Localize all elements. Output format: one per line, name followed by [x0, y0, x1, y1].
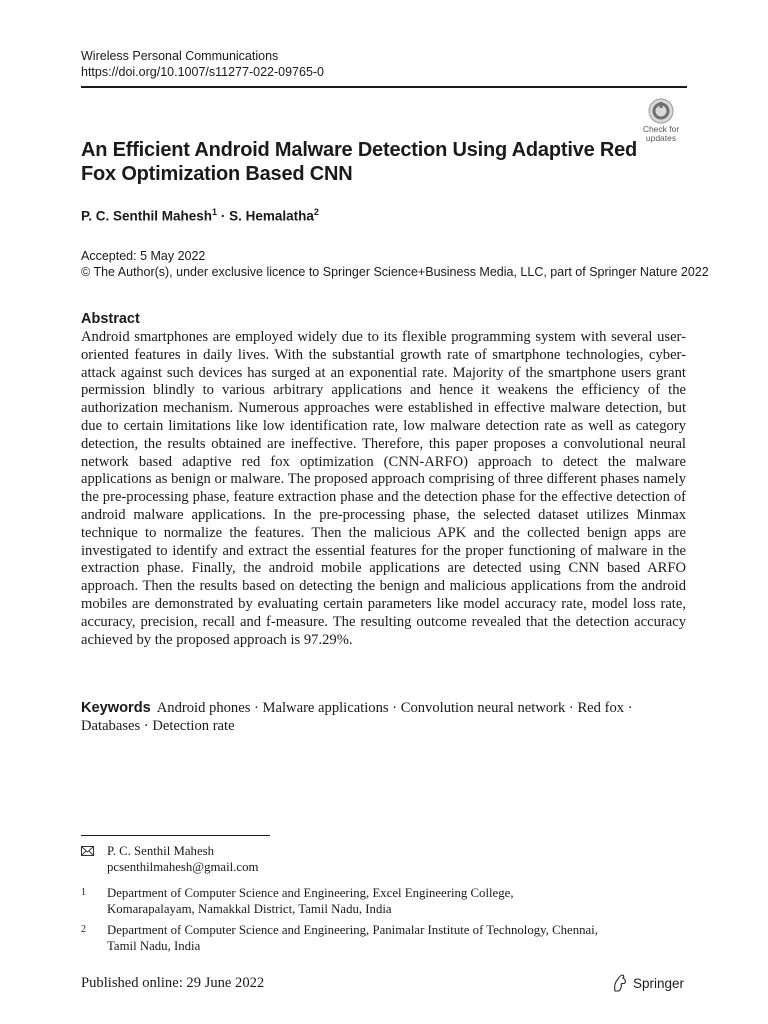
author-affiliation-mark: 1: [212, 207, 218, 217]
accepted-date: Accepted: 5 May 2022: [81, 249, 206, 263]
check-for-updates-icon: [648, 98, 674, 124]
badge-line-1: Check for: [642, 124, 680, 134]
affiliation-line: Department of Computer Science and Engineering, Panimalar Institute of Technology, Chennai,: [107, 923, 598, 937]
article-meta: [81, 248, 709, 280]
copyright-notice: © The Author(s), under exclusive licence to Springer Science+Business Media, LLC, part of Springer Nature 2022: [81, 265, 709, 279]
author-name[interactable]: P. C. Senthil Mahesh: [81, 208, 213, 224]
corresponding-author-email[interactable]: pcsenthilmahesh@gmail.com: [107, 860, 259, 874]
publisher-name: Springer: [633, 975, 685, 991]
keywords-label: Keywords: [81, 700, 151, 716]
paper-title: An Efficient Android Malware Detection Using Adaptive Red Fox Optimization Based CNN: [81, 139, 638, 185]
corresponding-author-footnote: [81, 843, 258, 875]
author-separator: ·: [220, 208, 226, 224]
affiliation-line: Tamil Nadu, India: [107, 939, 201, 953]
doi-link[interactable]: https://doi.org/10.1007/s11277-022-09765-0: [81, 65, 325, 79]
abstract-text: Android smartphones are employed widely due to its flexible programming system with several user-oriented features in daily lives. With the substantial growth rate of smartphone technologies, cyber-attack against such devices has surged at an exponential rate. Majority of the smartphone users grant permission blindly to various arbitrary applications and hence it weakens the efficiency of the authorization mechanism. Numerous approaches were established in effective malware detection, but due to certain limitations like low identification rate, low malware detection rate as well as category detection, the results obtained are ineffective. Therefore, this paper proposes a convolutional neural network based adaptive red fox optimization (CNN-ARFO) approach to detect the malware applications as benign or malware. The proposed approach comprising of three different phases namely the pre-processing phase, feature extraction phase and the detection phase for the effective detection of android malware applications. In the pre-processing phase, the selected dataset utilizes Minmax technique to normalize the features. Then the malicious APK and the collected benign apps are investigated to identify and extract the essential features for the proper functioning of malware in the extraction phase. Finally, the android mobile applications are detected using CNN based ARFO approach. Then the results based on detecting the benign and malicious applications from the android mobiles are demonstrated by evaluating certain parameters like model accuracy rate, model loss rate, accuracy, precision, recall and f-measure. The resulting outcome revealed that the detection accuracy achieved by the proposed approach is 97.29%.: [81, 329, 686, 648]
abstract-heading: Abstract: [81, 311, 140, 327]
journal-name: Wireless Personal Communications: [81, 49, 279, 63]
affiliation-line: Komarapalayam, Namakkal District, Tamil Nadu, India: [107, 902, 392, 916]
corresponding-author-name: P. C. Senthil Mahesh: [107, 844, 215, 858]
keywords-section: [81, 700, 686, 736]
author-list: [81, 207, 319, 224]
keywords-text: Android phones · Malware applications · Convolution neural network · Red fox · Databases · Detection rate: [81, 700, 633, 734]
publisher-logo[interactable]: [612, 974, 684, 992]
affiliation-footnote-2: [81, 922, 598, 954]
affiliation-footnote-1: [81, 885, 514, 917]
header-rule: [81, 86, 687, 88]
published-date: Published online: 29 June 2022: [81, 975, 265, 991]
journal-header: [81, 48, 324, 80]
footnote-rule: [81, 835, 270, 836]
affiliation-mark: 2: [81, 924, 86, 935]
author-affiliation-mark: 2: [313, 207, 319, 217]
envelope-icon: [81, 846, 94, 856]
affiliation-mark: 1: [81, 887, 86, 898]
springer-horse-icon: [612, 974, 628, 992]
check-for-updates-badge[interactable]: [636, 98, 686, 142]
badge-line-2: updates: [645, 133, 677, 143]
affiliation-line: Department of Computer Science and Engineering, Excel Engineering College,: [107, 886, 514, 900]
author-name[interactable]: S. Hemalatha: [229, 208, 314, 224]
